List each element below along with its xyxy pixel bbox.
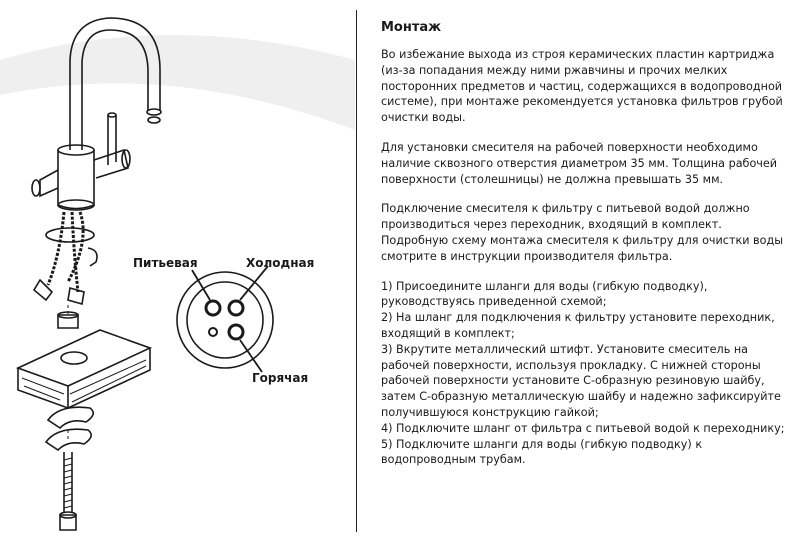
- label-drinking: Питьевая: [133, 256, 198, 270]
- cold-water-port: [229, 301, 243, 315]
- paragraph-filter-connection: Подключение смесителя к фильтру с питьевой водой должно производиться через переходник, входящий в комплект. Подробную схему монтажа смесителя к фильтру для очистки воды смотрите в инструкции производителя фильтра.: [381, 202, 784, 263]
- installation-diagram: [0, 0, 355, 543]
- metal-washer: [46, 429, 91, 450]
- gasket-ring: [46, 228, 94, 242]
- section-title: Монтаж: [381, 20, 442, 35]
- step-item: 5) Подключите шланги для воды (гибкую подводку) к водопроводным трубам.: [381, 437, 703, 467]
- paragraph-mounting-hole: Для установки смесителя на рабочей поверхности необходимо наличие сквозного отверстия диаметром 35 мм. Толщина рабочей поверхности (столешницы) не должна превышать 35 мм.: [381, 140, 778, 186]
- rubber-washer: [48, 407, 93, 428]
- column-divider: [356, 10, 357, 532]
- instructions-column: [381, 20, 786, 468]
- hot-water-port: [229, 325, 243, 339]
- faucet-illustration: [0, 0, 355, 543]
- center-port: [209, 328, 217, 336]
- hot-pointer: [240, 340, 262, 372]
- connection-scheme-inner: [187, 282, 263, 358]
- step-item: 1) Присоедините шланги для воды (гибкую подводку), руководствуясь приведенной схемой;: [381, 279, 708, 309]
- background-swoosh: [0, 35, 355, 130]
- faucet-lever: [108, 115, 116, 165]
- step-item: 3) Вкрутите металлический штифт. Установите смеситель на рабочей поверхности, используя прокладку. С нижней стороны рабочей поверхности установите С-образную резиновую шайбу, затем С-образную металлическую шайбу и надежно зафиксируйте получившуюся конструкцию гайкой;: [381, 342, 781, 419]
- steps-list: [381, 279, 786, 469]
- paragraph-filter: Во избежание выхода из строя керамических пластин картриджа (из-за попадания между ними ржавчины и прочих мелких посторонних предметов и частиц, содержащихся в водопроводной системе), при монтаже рекомендуется установка фильтров грубой очистки воды.: [381, 48, 783, 125]
- drinking-pointer: [192, 270, 210, 300]
- connection-scheme-outer: [177, 272, 273, 368]
- label-hot: Горячая: [252, 371, 309, 385]
- step-item: 4) Подключите шланг от фильтра с питьевой водой к переходнику;: [381, 421, 785, 435]
- label-cold: Холодная: [246, 256, 315, 270]
- step-item: 2) На шланг для подключения к фильтру установите переходник, входящий в комплект;: [381, 311, 775, 340]
- drinking-water-port: [206, 301, 220, 315]
